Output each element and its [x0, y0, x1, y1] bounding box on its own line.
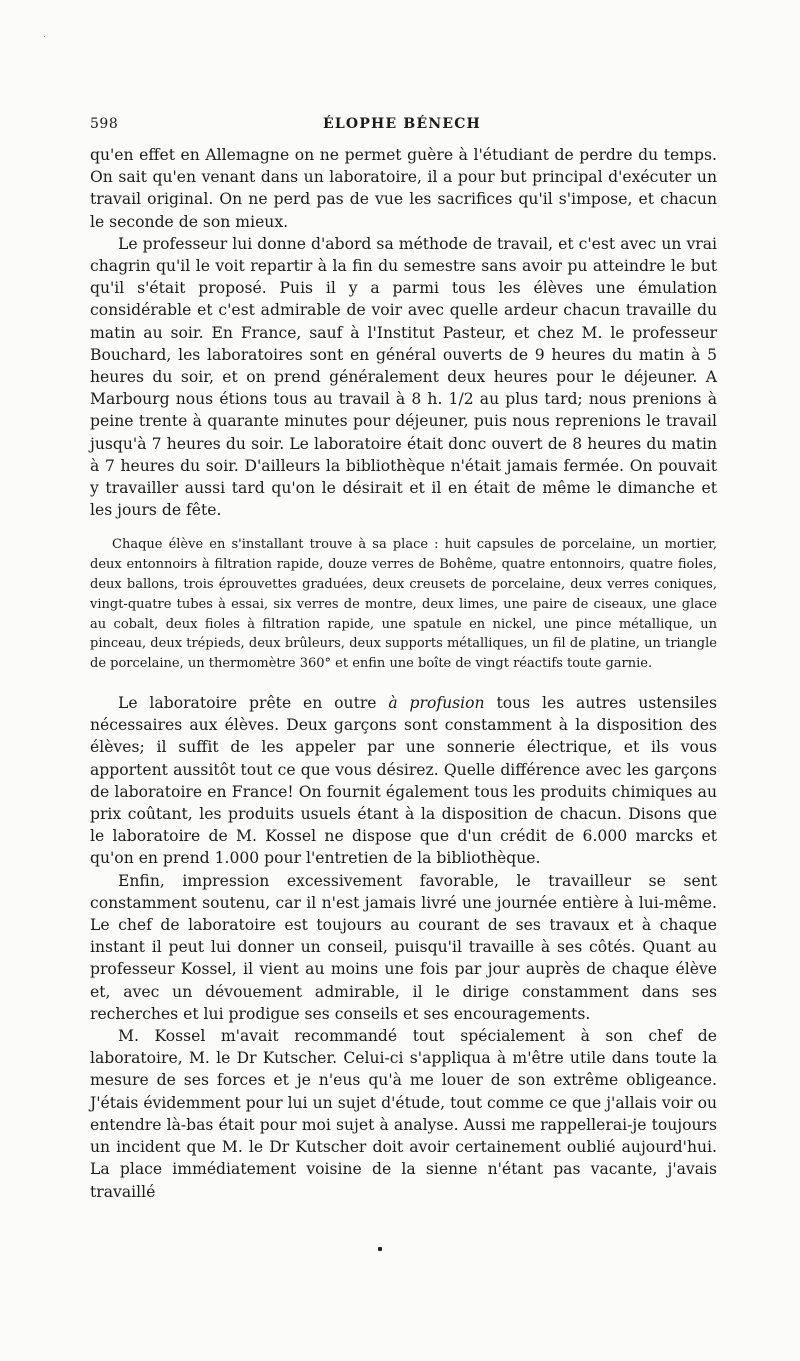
paragraph-3 [90, 692, 717, 870]
running-title: ÉLOPHE BÉNECH [323, 116, 481, 132]
page-body [90, 144, 717, 1203]
margin-mark [44, 36, 45, 37]
paragraph-3-end: tous les autres ustensiles nécessaires aux élèves. Deux garçons sont constamment à la disposition des élèves; il suffit de les appeler par une sonnerie électrique, et ils vous apportent aussitôt tout ce que vous désirez. Quelle différence avec les garçons de laboratoire en France! On fournit également tous les produits chimiques au prix coûtant, les produits usuels étant à la disposition de chacun. Disons que le laboratoire de M. Kossel ne dispose que d'un crédit de 6.000 marcks et qu'on en prend 1.000 pour l'entretien de la bibliothèque. [90, 694, 717, 868]
paragraph-5: M. Kossel m'avait recommandé tout spécialement à son chef de laboratoire, M. le Dr Kutscher. Celui-ci s'appliqua à m'être utile dans toute la mesure de ses forces et je n'eus qu'à me louer de son extrême obligeance. J'étais évidemment pour lui un sujet d'étude, tout comme ce que j'allais voir ou entendre là-bas était pour moi sujet à analyse. Aussi me rappellerai-je toujours un incident que M. le Dr Kutscher doit avoir certainement oublié aujourd'hui. La place immédiatement voisine de la sienne n'étant pas vacante, j'avais travaillé [90, 1027, 717, 1201]
paragraph-1: qu'en effet en Allemagne on ne permet guère à l'étudiant de perdre du temps. On sait qu'en venant dans un laboratoire, il a pour but principal d'exécuter un travail original. On ne perd pas de vue les sacrifices qu'il s'impose, et chacun le seconde de son mieux. [90, 146, 717, 231]
paragraph-4: Enfin, impression excessivement favorable, le travailleur se sent constamment soutenu, car il n'est jamais livré une journée entière à lui-même. Le chef de laboratoire est toujours au courant de ses travaux et à chaque instant il peut lui donner un conseil, puisqu'il travaille à ses côtés. Quant au professeur Kossel, il vient au moins une fois par jour auprès de chaque élève et, avec un dévouement admirable, il le dirige constamment dans ses recherches et lui prodigue ses conseils et ses encouragements. [90, 871, 717, 1023]
equipment-note: Chaque élève en s'installant trouve à sa place : huit capsules de porcelaine, un mortier, deux entonnoirs à filtration rapide, douze verres de Bohême, quatre entonnoirs, quatre fioles, deux ballons, trois éprouvettes graduées, deux creusets de porcelaine, deux verres coniques, vingt-quatre tubes à essai, six verres de montre, deux limes, une paire de ciseaux, une glace au cobalt, deux fioles à filtration rapide, une spatule en nickel, une pince métallique, un pinceau, deux trépieds, deux brûleurs, deux supports métalliques, un fil de platine, un triangle de porcelaine, un thermomètre 360° et enfin une boîte de vingt réactifs toute garnie. [90, 537, 717, 672]
paragraph-3-emphasis: à profusion [388, 694, 485, 713]
page-header [90, 116, 714, 138]
paragraph-3-start: Le laboratoire prête en outre [118, 694, 389, 713]
paragraph-2: Le professeur lui donne d'abord sa méthode de travail, et c'est avec un vrai chagrin qu'il le voit repartir à la fin du semestre sans avoir pu atteindre le but qu'il s'était proposé. Puis il y a parmi tous les élèves une émulation considérable et c'est admirable de voir avec quelle ardeur chacun travaille du matin au soir. En France, sauf à l'Institut Pasteur, et chez M. le professeur Bouchard, les laboratoires sont en général ouverts de 9 heures du matin à 5 heures du soir, et on prend généralement deux heures pour le déjeuner. A Marbourg nous étions tous au travail à 8 h. 1/2 au plus tard; nous prenions à peine trente à quarante minutes pour déjeuner, puis nous reprenions le travail jusqu'à 7 heures du soir. Le laboratoire était donc ouvert de 8 heures du matin à 7 heures du soir. D'ailleurs la bibliothèque n'était jamais fermée. On pouvait y travailler aussi tard qu'on le désirait et il en était de même le dimanche et les jours de fête. [90, 234, 717, 520]
footer-dot [378, 1247, 382, 1251]
page-number: 598 [90, 116, 119, 132]
